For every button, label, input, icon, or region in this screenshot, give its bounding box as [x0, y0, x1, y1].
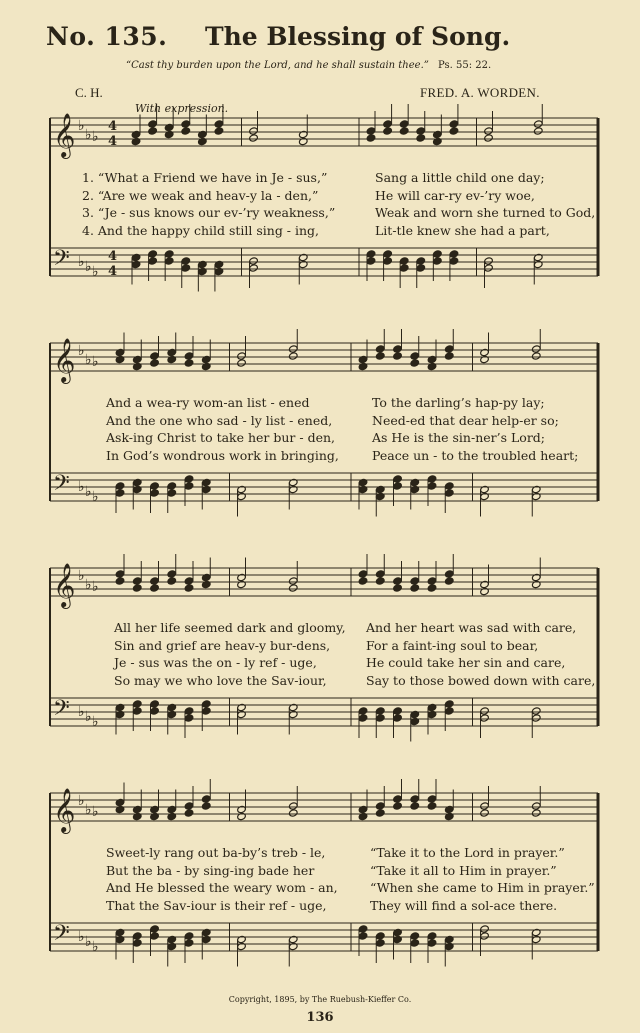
note-head [150, 352, 160, 360]
key-flat: ♭ [78, 929, 85, 945]
note-head [449, 257, 459, 265]
bass-clef: 𝄢 [53, 696, 70, 726]
note-head [444, 352, 454, 360]
lyric-line-left: Ask-ing Christ to take her bur - den, [106, 430, 336, 445]
note-head [375, 570, 385, 578]
note-head [181, 127, 191, 135]
lyric-line-left: And the one who sad - ly list - ened, [106, 412, 333, 428]
note-head [449, 120, 459, 128]
lyric-line-right: “Take it all to Him in prayer.” [370, 862, 557, 878]
note-head [375, 802, 385, 810]
note-head [531, 352, 541, 360]
note-head [150, 932, 160, 940]
note-head [132, 939, 142, 947]
note-head [115, 482, 125, 490]
key-flat: ♭ [92, 714, 99, 730]
key-flat: ♭ [92, 804, 99, 820]
note-head [427, 577, 437, 585]
note-head [399, 127, 409, 135]
note-head [288, 584, 298, 592]
note-head [150, 707, 160, 715]
note-head [184, 932, 194, 940]
lyric-line-right: Lit-tle knew she had a part, [375, 222, 550, 238]
note-head [167, 489, 177, 497]
note-head [358, 932, 368, 940]
note-head [484, 134, 494, 142]
note-head [427, 584, 437, 592]
note-head [480, 932, 490, 940]
note-head [150, 925, 160, 933]
note-head [358, 707, 368, 715]
note-head [366, 134, 376, 142]
note-head [288, 345, 298, 353]
hymn-title: The Blessing of Song. [205, 22, 511, 51]
note-head [449, 127, 459, 135]
key-flat: ♭ [78, 793, 85, 809]
note-head [383, 127, 393, 135]
note-head [531, 714, 541, 722]
lyric-line-left: But the ba - by sing-ing bade her [106, 862, 315, 878]
note-head [484, 257, 494, 265]
lyric-line-left: 3. “Je - sus knows our ev-’ry weakness,” [82, 205, 336, 220]
note-head [150, 700, 160, 708]
note-head [184, 577, 194, 585]
note-head [393, 352, 403, 360]
key-flat: ♭ [85, 802, 92, 818]
note-head [393, 577, 403, 585]
note-head [480, 714, 490, 722]
note-head [410, 932, 420, 940]
note-head [184, 359, 194, 367]
lyric-line-left: Je - sus was the on - ly ref - uge, [114, 655, 317, 670]
note-head [427, 482, 437, 490]
note-head [148, 127, 158, 135]
note-head [484, 127, 494, 135]
note-head [288, 352, 298, 360]
lyric-line-left: Sweet-ly rang out ba-by’s treb - le, [106, 845, 326, 860]
bass-clef: 𝄢 [53, 921, 70, 951]
lyric-line-left: So may we who love the Sav-iour, [114, 672, 327, 688]
note-head [148, 250, 158, 258]
note-head [132, 932, 142, 940]
note-head [184, 475, 194, 483]
note-head [449, 250, 459, 258]
note-head [132, 707, 142, 715]
note-head [375, 714, 385, 722]
lyric-line-left: 2. “Are we weak and heav-y la - den,” [82, 187, 319, 203]
note-head [393, 802, 403, 810]
note-head [531, 802, 541, 810]
lyric-line-right: Sang a little child one day; [375, 170, 545, 185]
note-head [288, 577, 298, 585]
note-head [164, 250, 174, 258]
key-flat: ♭ [85, 577, 92, 593]
note-head [444, 707, 454, 715]
note-head [201, 700, 211, 708]
lyric-line-right: Need-ed that dear help-er so; [372, 412, 559, 428]
lyric-line-right: As He is the sin-ner’s Lord; [372, 430, 546, 445]
key-flat: ♭ [85, 709, 92, 725]
note-head [416, 264, 426, 272]
key-flat: ♭ [78, 479, 85, 495]
note-head [184, 939, 194, 947]
note-head [533, 120, 543, 128]
key-flat: ♭ [85, 127, 92, 143]
note-head [115, 577, 125, 585]
note-head [410, 939, 420, 947]
note-head [184, 584, 194, 592]
note-head [249, 134, 259, 142]
key-flat: ♭ [92, 264, 99, 280]
note-head [288, 802, 298, 810]
time-signature-bottom: 4 [108, 264, 118, 279]
note-head [375, 345, 385, 353]
note-head [214, 120, 224, 128]
note-head [393, 795, 403, 803]
note-head [427, 802, 437, 810]
lyric-line-right: “Take it to the Lord in prayer.” [370, 845, 565, 860]
note-head [375, 939, 385, 947]
note-head [444, 482, 454, 490]
note-head [164, 257, 174, 265]
note-head [531, 707, 541, 715]
lyric-line-right: Weak and worn she turned to God, [375, 205, 596, 220]
note-head [249, 257, 259, 265]
note-head [393, 345, 403, 353]
lyric-line-left: In God’s wondrous work in bringing, [106, 447, 339, 463]
note-head [416, 134, 426, 142]
key-flat: ♭ [92, 579, 99, 595]
note-head [444, 345, 454, 353]
note-head [132, 700, 142, 708]
note-head [444, 577, 454, 585]
note-head [393, 584, 403, 592]
note-head [375, 707, 385, 715]
key-flat: ♭ [85, 484, 92, 500]
note-head [531, 809, 541, 817]
lyric-line-right: And her heart was sad with care, [366, 620, 577, 635]
note-head [184, 707, 194, 715]
note-head [150, 482, 160, 490]
note-head [383, 250, 393, 258]
note-head [115, 489, 125, 497]
lyric-line-right: Peace un - to the troubled heart; [372, 447, 579, 463]
note-head [427, 932, 437, 940]
lyric-line-right: To the darling’s hap-py lay; [372, 395, 545, 410]
bass-clef: 𝄢 [53, 471, 70, 501]
note-head [427, 475, 437, 483]
note-head [375, 352, 385, 360]
key-flat: ♭ [85, 259, 92, 275]
note-head [480, 925, 490, 933]
note-head [358, 570, 368, 578]
note-head [410, 352, 420, 360]
note-head [167, 482, 177, 490]
note-head [393, 714, 403, 722]
note-head [444, 700, 454, 708]
treble-clef: 𝄞 [53, 788, 76, 832]
note-head [358, 577, 368, 585]
note-head [444, 489, 454, 497]
note-head [181, 257, 191, 265]
lyric-line-left: All her life seemed dark and gloomy, [114, 620, 346, 635]
note-head [480, 809, 490, 817]
note-head [375, 809, 385, 817]
note-head [201, 707, 211, 715]
key-flat: ♭ [78, 254, 85, 270]
note-head [358, 714, 368, 722]
note-head [393, 482, 403, 490]
lyric-line-left: 1. “What a Friend we have in Je - sus,” [82, 170, 328, 185]
note-head [410, 802, 420, 810]
lyric-line-right: He could take her sin and care, [366, 655, 566, 670]
lyric-line-left: And a wea-ry wom-an list - ened [106, 395, 310, 410]
note-head [132, 584, 142, 592]
page-number: 136 [306, 1010, 334, 1025]
note-head [148, 257, 158, 265]
note-head [399, 264, 409, 272]
note-head [167, 570, 177, 578]
note-head [249, 264, 259, 272]
time-signature-top: 4 [108, 249, 118, 264]
lyric-line-right: For a faint-ing soul to bear, [366, 637, 539, 653]
lyric-line-left: And He blessed the weary wom - an, [106, 880, 338, 895]
key-flat: ♭ [92, 129, 99, 145]
key-flat: ♭ [85, 352, 92, 368]
note-head [184, 809, 194, 817]
note-head [132, 577, 142, 585]
key-flat: ♭ [78, 704, 85, 720]
note-head [484, 264, 494, 272]
composer-credit: FRED. A. WORDEN. [420, 85, 540, 100]
note-head [150, 489, 160, 497]
note-head [184, 802, 194, 810]
treble-clef: 𝄞 [53, 113, 76, 157]
note-head [399, 120, 409, 128]
note-head [410, 359, 420, 367]
note-head [393, 475, 403, 483]
note-head [150, 359, 160, 367]
note-head [366, 250, 376, 258]
note-head [433, 250, 443, 258]
note-head [288, 809, 298, 817]
lyric-line-left: 4. And the happy child still sing - ing, [82, 222, 320, 238]
note-head [393, 707, 403, 715]
note-head [366, 127, 376, 135]
note-head [375, 932, 385, 940]
note-head [375, 577, 385, 585]
note-head [366, 257, 376, 265]
note-head [150, 577, 160, 585]
note-head [150, 584, 160, 592]
time-signature-top: 4 [108, 119, 118, 134]
treble-clef: 𝄞 [53, 563, 76, 607]
note-head [184, 714, 194, 722]
note-head [184, 352, 194, 360]
note-head [410, 584, 420, 592]
tempo-marking: With expression. [135, 102, 229, 115]
lyric-line-right: He will car-ry ev-’ry woe, [375, 187, 535, 203]
note-head [444, 570, 454, 578]
note-head [433, 257, 443, 265]
note-head [249, 127, 259, 135]
note-head [115, 570, 125, 578]
note-head [427, 939, 437, 947]
note-head [181, 264, 191, 272]
note-head [480, 707, 490, 715]
key-flat: ♭ [78, 568, 85, 584]
note-head [237, 359, 247, 367]
note-head [358, 925, 368, 933]
key-flat: ♭ [92, 489, 99, 505]
key-flat: ♭ [92, 939, 99, 955]
note-head [533, 127, 543, 135]
note-head [184, 482, 194, 490]
note-head [399, 257, 409, 265]
note-head [383, 257, 393, 265]
lyricist-credit: C. H. [75, 85, 103, 100]
key-flat: ♭ [92, 354, 99, 370]
note-head [148, 120, 158, 128]
note-head [201, 802, 211, 810]
lyric-line-right: They will find a sol-ace there. [370, 897, 558, 913]
hymn-number: No. 135. [46, 22, 168, 51]
time-signature-bottom: 4 [108, 134, 118, 149]
bass-clef: 𝄢 [53, 246, 70, 276]
note-head [181, 120, 191, 128]
lyric-line-left: That the Sav-iour is their ref - uge, [106, 897, 327, 913]
note-head [410, 795, 420, 803]
note-head [201, 795, 211, 803]
note-head [383, 120, 393, 128]
note-head [214, 127, 224, 135]
copyright-notice: Copyright, 1895, by The Ruebush-Kieffer Co. [228, 995, 412, 1004]
note-head [427, 795, 437, 803]
note-head [480, 802, 490, 810]
note-head [410, 577, 420, 585]
note-head [237, 352, 247, 360]
treble-clef: 𝄞 [53, 338, 76, 382]
lyric-line-right: Say to those bowed down with care, [366, 672, 596, 688]
key-flat: ♭ [78, 343, 85, 359]
epigraph-text: “Cast thy burden upon the Lord, and he shall sustain thee.” [126, 60, 429, 71]
note-head [531, 345, 541, 353]
key-flat: ♭ [78, 118, 85, 134]
note-head [416, 127, 426, 135]
note-head [167, 577, 177, 585]
key-flat: ♭ [85, 934, 92, 950]
lyric-line-right: “When she came to Him in prayer.” [370, 880, 595, 895]
note-head [416, 257, 426, 265]
lyric-line-left: Sin and grief are heav-y bur-dens, [114, 637, 331, 653]
epigraph-reference: Ps. 55: 22. [438, 60, 492, 71]
